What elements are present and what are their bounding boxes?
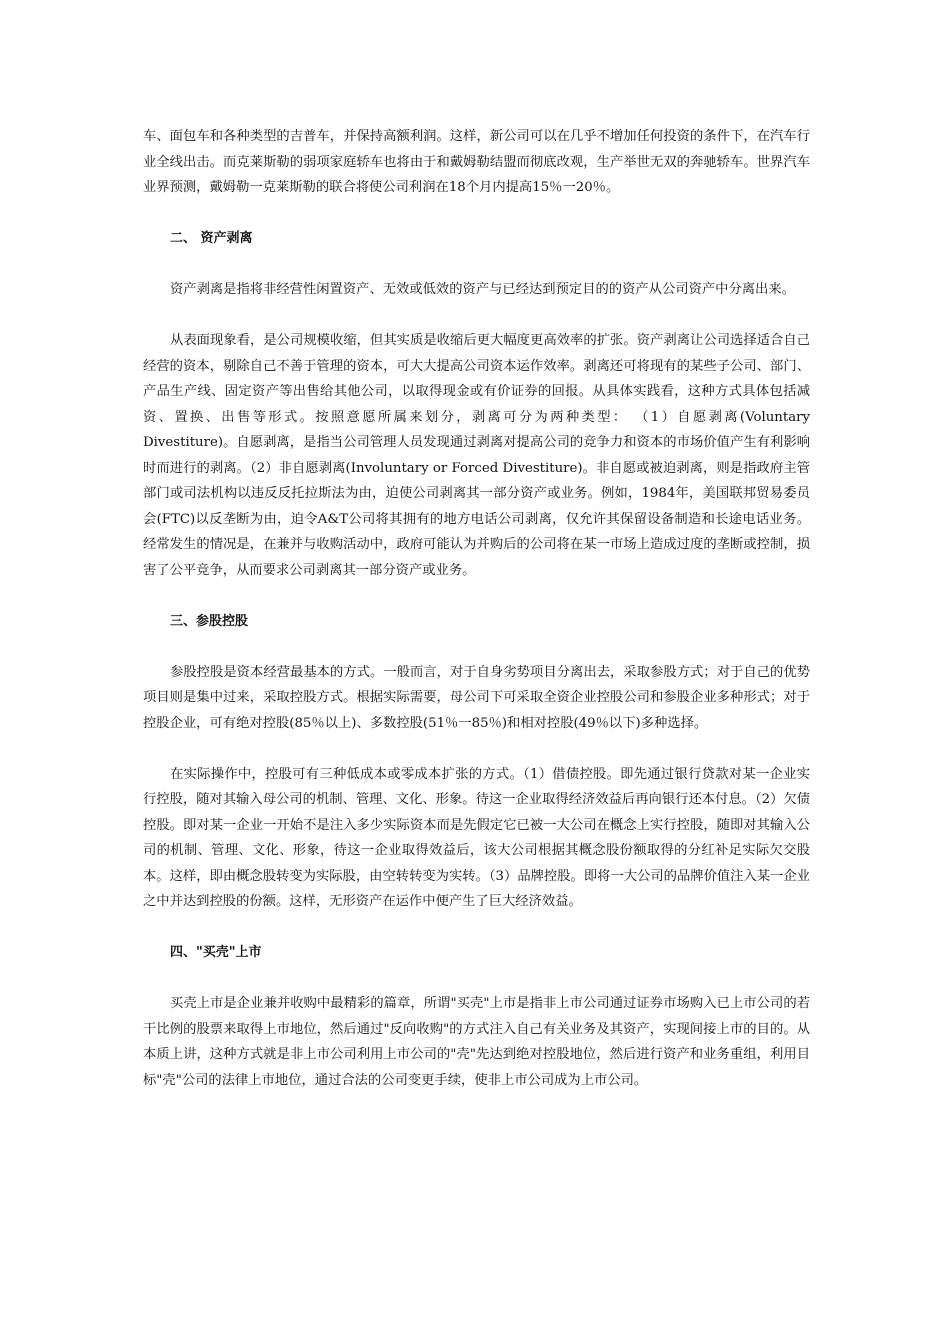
section-heading-equity-control: 三、参股控股 (170, 613, 249, 629)
body-paragraph: 在实际操作中，控股可有三种低成本或零成本扩张的方式。（1）借债控股。即先通过银行贷款对某一企业实行控股，随对其输入母公司的机制、管理、文化、形象。待这一企业取得经济效益后再向银行还本付息。（2）欠债控股。即对某一企业一开始不是注入多少实际资本而是先假定它已被一大公司在概念上实行控股，随即对其输入公司的机制、管理、文化、形象，待这一企业取得效益后，该大公司根据其概念股份额取得的分红补足实际欠交股本。这样，即由概念股转变为实际股，由空转转变为实转。（3）品牌控股。即将一大公司的品牌价值注入某一企业之中并达到控股的份额。这样，无形资产在运作中便产生了巨大经济效益。 (143, 766, 810, 909)
spacer (143, 583, 810, 609)
section-heading-backdoor-listing: 四、"买壳"上市 (170, 945, 262, 960)
body-paragraph: 从表面现象看，是公司规模收缩，但其实质是收缩后更大幅度更高效率的扩张。资产剥离让公司选择适合自己经营的资本，剔除自己不善于管理的资本，可大大提高公司资本运作效率。剥离还可将现有的某些子公司、部门、产品生产线、固定资产等出售给其他公司，以取得现金或有价证券的回报。从具体实践看，这种方式具体包括减资、置换、出售等形式。按照意愿所属来划分，剥离可分为两种类型： （1）自愿剥离(Voluntary Divestiture)。自愿剥离，是指当公司管理人员发现通过剥离对提高公司的竞争力和资本的市场价值产生有利影响时而进行的剥离。（2）非自愿剥离(Involuntary or Forced Divestiture)。非自愿或被迫剥离，则是指政府主管部门或司法机构以违反反托拉斯法为由，迫使公司剥离其一部分资产或业务。例如，1984年，美国联邦贸易委员会(FTC)以反垄断为由，迫令A&T公司将其拥有的地方电话公司剥离，仅允许其保留设备制造和长途电话业务。经常发生的情况是，在兼并与收购活动中，政府可能认为并购后的公司将在某一市场上造成过度的垄断或控制，损害了公平竞争，从而要求公司剥离其一部分资产或业务。 (143, 333, 810, 578)
spacer (143, 303, 810, 329)
spacer (143, 201, 810, 227)
body-paragraph: 资产剥离是指将非经营性闲置资产、无效或低效的资产与已经达到预定目的的资产从公司资产中分离出来。 (170, 282, 795, 297)
section-heading-asset-divestiture: 二、 资产剥离 (170, 231, 253, 246)
spacer (143, 634, 810, 660)
spacer (143, 915, 810, 941)
spacer (143, 736, 810, 762)
document-body (143, 124, 810, 1093)
spacer (143, 252, 810, 278)
spacer (143, 966, 810, 992)
body-paragraph: 参股控股是资本经营最基本的方式。一般而言，对于自身劣势项目分离出去，采取参股方式；对于自己的优势项目则是集中过来，采取控股方式。根据实际需要，母公司下可采取全资企业控股公司和参股企业多种形式；对于控股企业，可有绝对控股(85％以上)、多数控股(51％一85％)和相对控股(49％以下)多种选择。 (143, 664, 810, 731)
body-paragraph: 买壳上市是企业兼并收购中最精彩的篇章，所谓"买壳"上市是指非上市公司通过证券市场购入已上市公司的若干比例的股票来取得上市地位，然后通过"反向收购"的方式注入自己有关业务及其资产，实现间接上市的目的。从本质上讲，这种方式就是非上市公司利用上市公司的"壳"先达到绝对控股地位，然后进行资产和业务重组，利用目标"壳"公司的法律上市地位，通过合法的公司变更手续，使非上市公司成为上市公司。 (143, 996, 810, 1088)
intro-paragraph: 车、面包车和各种类型的吉普车，并保持高额利润。这样，新公司可以在几乎不增加任何投资的条件下，在汽车行业全线出击。而克莱斯勒的弱项家庭轿车也将由于和戴姆勒结盟而彻底改观，生产举世无双的奔驰轿车。世界汽车业界预测，戴姆勒一克莱斯勒的联合将使公司利润在18个月内提高15％一20％。 (143, 129, 810, 195)
